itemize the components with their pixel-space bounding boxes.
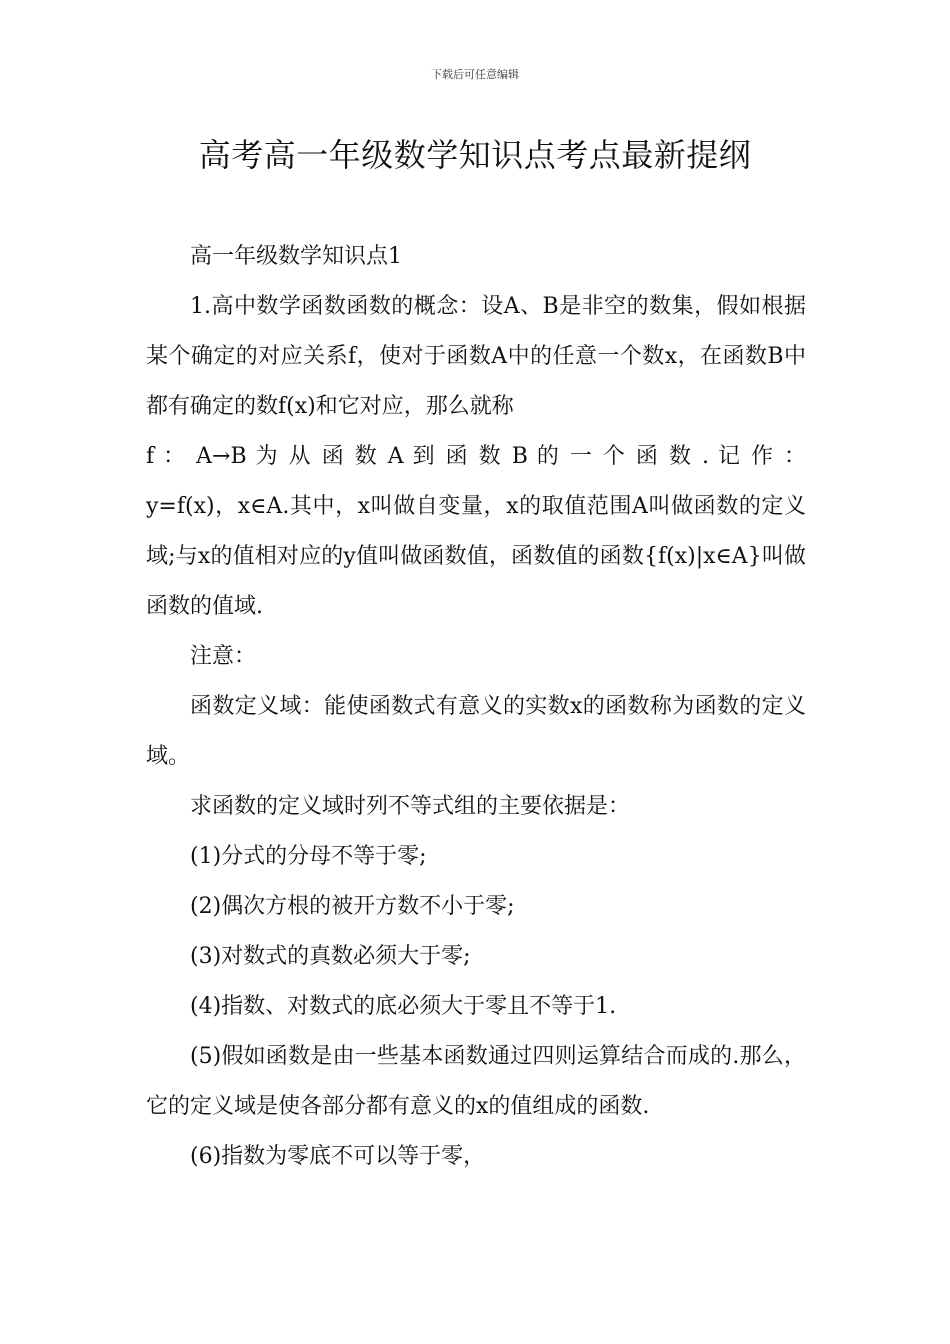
paragraph-domain-basis: 求函数的定义域时列不等式组的主要依据是： bbox=[190, 794, 631, 819]
paragraph-mapping: f ： A→B 为 从 函 数 A 到 函 数 B 的 一 个 函 数 . 记 作 ： bbox=[146, 444, 806, 469]
list-item-5: (5)假如函数是由一些基本函数通过四则运算结合而成的.那么，它的定义域是使各部分都有意义的x的值组成的函数. bbox=[146, 1044, 806, 1119]
list-item-1: (1)分式的分母不等于零; bbox=[190, 844, 427, 869]
paragraph-definition: 1.高中数学函数函数的概念：设A、B是非空的数集，假如根据某个确定的对应关系f，使对于函数A中的任意一个数x，在函数B中都有确定的数f(x)和它对应，那么就称 bbox=[146, 294, 806, 419]
section-heading: 高一年级数学知识点1 bbox=[190, 244, 402, 269]
list-item-2: (2)偶次方根的被开方数不小于零; bbox=[190, 894, 515, 919]
paragraph-domain-definition: 函数定义域：能使函数式有意义的实数x的函数称为函数的定义域。 bbox=[146, 694, 806, 769]
list-item-6: (6)指数为零底不可以等于零， bbox=[190, 1144, 486, 1169]
paragraph-notation: y=f(x)，x∈A.其中，x叫做自变量，x的取值范围A叫做函数的定义域;与x的值相对应的y值叫做函数值，函数值的函数{f(x)|x∈A}叫做函数的值域. bbox=[146, 494, 806, 619]
paragraph-note-label: 注意： bbox=[190, 644, 257, 669]
document-title: 高考高一年级数学知识点考点最新提纲 bbox=[198, 136, 752, 174]
document-body bbox=[146, 232, 806, 1182]
list-item-4: (4)指数、对数式的底必须大于零且不等于1. bbox=[190, 994, 617, 1019]
header-note: 下载后可任意编辑 bbox=[431, 68, 519, 81]
list-item-3: (3)对数式的真数必须大于零; bbox=[190, 944, 471, 969]
